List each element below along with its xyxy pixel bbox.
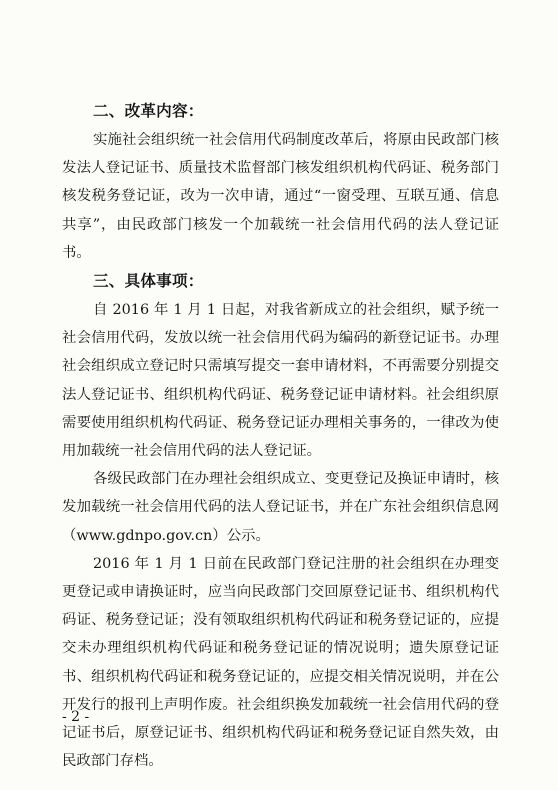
document-body <box>62 97 499 775</box>
paragraph-reform-content: 实施社会组织统一社会信用代码制度改革后，将原由民政部门核发法人登记证书、质量技术监督部门核发组织机构代码证、税务部门核发税务登记证，改为一次申请，通过“一窗受理、互联互通、信息共享”，由民政部门核发一个加载统一社会信用代码的法人登记证书。 <box>62 132 499 261</box>
section-heading-specific-matters: 三、具体事项： <box>93 272 204 291</box>
paragraph-issuing-certificate: 各级民政部门在办理社会组织成立、变更登记及换证申请时，核发加载统一社会信用代码的法人登记证书，并在广东社会组织信息网（www.gdnpo.gov.cn）公示。 <box>62 471 499 544</box>
page-number: - 2 - <box>62 709 90 725</box>
paragraph-existing-organizations: 2016 年 1 月 1 日前在民政部门登记注册的社会组织在办理变更登记或申请换证时，应当向民政部门交回原登记证书、组织机构代码证、税务登记证；没有领取组织机构代码证和税务登记证的，应提交未办理组织机构代码证和税务登记证的情况说明；遗失原登记证书、组织机构代码证和税务登记证的，应提交相关情况说明，并在公开发行的报刊上声明作废。社会组织换发加载统一社会信用代码的登记证书后，原登记证书、组织机构代码证和税务登记证自然失效，由民政部门存档。 <box>62 555 499 770</box>
paragraph-new-registration: 自 2016 年 1 月 1 日起，对我省新成立的社会组织，赋予统一社会信用代码，发放以统一社会信用代码为编码的新登记证书。办理社会组织成立登记时只需填写提交一套申请材料，不再需要分别提交法人登记证书、组织机构代码证、税务登记证申请材料。社会组织原需要使用组织机构代码证、税务登记证办理相关事务的，一律改为使用加载统一社会信用代码的法人登记证。 <box>62 302 499 460</box>
section-heading-reform-content: 二、改革内容： <box>93 102 204 120</box>
